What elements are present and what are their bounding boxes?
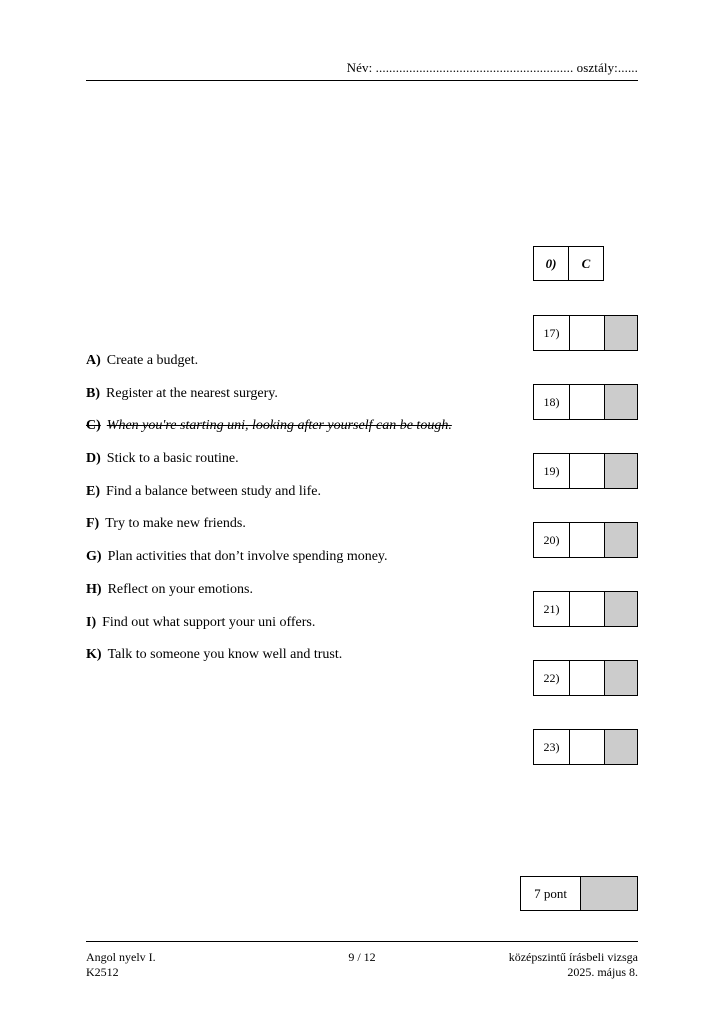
- question-number: 19): [534, 454, 570, 488]
- option-i: [86, 614, 516, 647]
- option-h: [86, 581, 516, 614]
- option-letter: D): [86, 451, 101, 467]
- option-text: Find a balance between study and life.: [106, 483, 321, 499]
- option-text: Register at the nearest surgery.: [106, 385, 278, 401]
- answer-cell[interactable]: [570, 454, 605, 488]
- option-letter: K): [86, 647, 102, 663]
- footer-subject: Angol nyelv I.: [86, 950, 156, 964]
- option-list: [86, 352, 516, 679]
- answer-row-18: [533, 384, 638, 420]
- option-letter: F): [86, 516, 100, 532]
- name-class-line: Név: ........................................................... osztály:......: [346, 60, 638, 75]
- footer-date: 2025. május 8.: [567, 965, 638, 979]
- answer-row-23: [533, 729, 638, 765]
- answer-cell[interactable]: [570, 730, 605, 764]
- option-f: [86, 515, 516, 548]
- footer-code: K2512: [86, 965, 119, 979]
- option-text: Find out what support your uni offers.: [102, 614, 316, 630]
- option-c-example-struck: [86, 417, 516, 450]
- score-cell: [605, 454, 637, 488]
- answer-row-20: [533, 522, 638, 558]
- footer-rule: [86, 941, 638, 942]
- score-cell: [605, 385, 637, 419]
- option-letter: G): [86, 549, 102, 565]
- option-k: [86, 646, 516, 679]
- option-text: Plan activities that don’t involve spending money.: [107, 549, 388, 565]
- question-number: 22): [534, 661, 570, 695]
- points-box: [520, 876, 638, 911]
- question-number: 17): [534, 316, 570, 350]
- option-letter: B): [86, 385, 100, 401]
- option-b: [86, 385, 516, 418]
- footer-right: [509, 950, 638, 980]
- option-letter: C): [86, 418, 101, 434]
- option-text: Reflect on your emotions.: [107, 581, 253, 597]
- points-label: 7 pont: [521, 877, 581, 910]
- option-text: Talk to someone you know well and trust.: [107, 647, 343, 663]
- points-score-cell: [581, 877, 637, 910]
- answer-row-19: [533, 453, 638, 489]
- question-number: 18): [534, 385, 570, 419]
- score-cell: [605, 661, 637, 695]
- answer-cell[interactable]: [570, 316, 605, 350]
- footer-page-number: 9 / 12: [348, 950, 376, 964]
- answer-cell[interactable]: [570, 592, 605, 626]
- answer-cell[interactable]: [570, 523, 605, 557]
- answer-row-22: [533, 660, 638, 696]
- option-text: Try to make new friends.: [105, 516, 246, 532]
- option-d: [86, 450, 516, 483]
- example-answer-box: [533, 246, 604, 281]
- header-rule: [86, 80, 638, 81]
- option-e: [86, 483, 516, 516]
- option-letter: H): [86, 581, 102, 597]
- question-number: 21): [534, 592, 570, 626]
- option-a: [86, 352, 516, 385]
- option-g: [86, 548, 516, 581]
- option-letter: I): [86, 614, 97, 630]
- example-label: 0): [545, 255, 557, 271]
- example-answer: C: [568, 247, 603, 280]
- score-cell: [605, 523, 637, 557]
- score-cell: [605, 316, 637, 350]
- question-number: 23): [534, 730, 570, 764]
- option-text: Stick to a basic routine.: [106, 451, 239, 467]
- answer-row-17: [533, 315, 638, 351]
- option-letter: E): [86, 483, 100, 499]
- option-text: When you're starting uni, looking after yourself can be tough.: [106, 418, 452, 434]
- answer-cell[interactable]: [570, 385, 605, 419]
- option-letter: A): [86, 353, 101, 368]
- answer-row-21: [533, 591, 638, 627]
- score-cell: [605, 730, 637, 764]
- score-cell: [605, 592, 637, 626]
- answer-cell[interactable]: [570, 661, 605, 695]
- footer-exam: középszintű írásbeli vizsga: [508, 950, 638, 964]
- option-text: Create a budget.: [106, 353, 199, 368]
- question-number: 20): [534, 523, 570, 557]
